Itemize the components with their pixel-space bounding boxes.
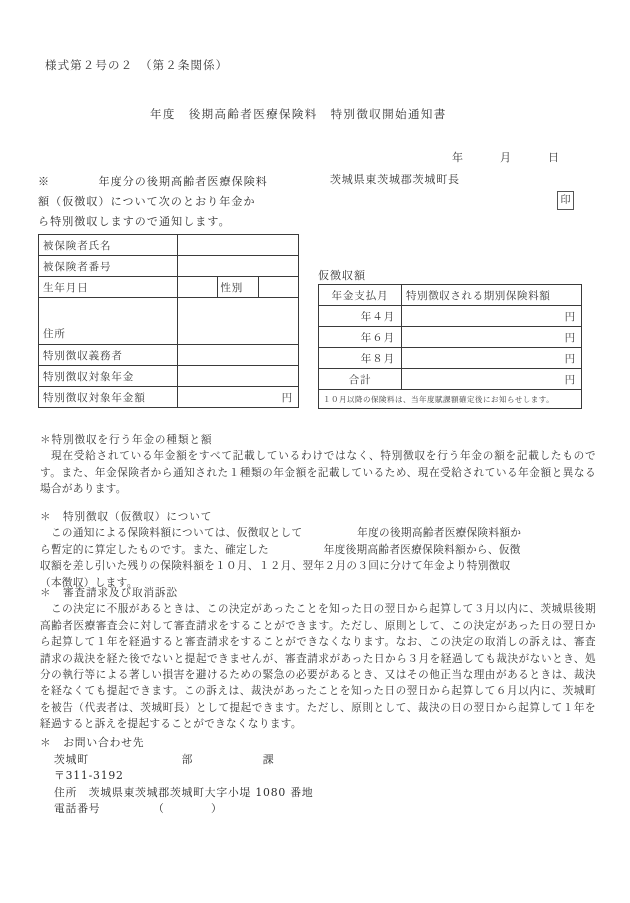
contact-phone: 電話番号 （ ）	[54, 802, 223, 815]
row-label-target-amount: 特別徴収対象年金額	[39, 387, 178, 408]
row-label-birthdate: 生年月日	[39, 277, 178, 298]
note-heading-provisional: ＊ 特別徴収（仮徴収）について	[40, 511, 213, 523]
intro-line-3: ら特別徴収しますので通知します。	[38, 215, 231, 228]
provisional-levy-note: １０月以降の保険料は、当年度賦課額確定後にお知らせします。	[319, 390, 582, 409]
table-row	[39, 366, 299, 387]
table-header-row	[319, 285, 582, 306]
table-row	[319, 327, 582, 348]
insured-person-table	[38, 234, 299, 408]
row-label-address: 住所	[39, 298, 178, 345]
provisional-levy-heading: 仮徴収額	[318, 269, 366, 282]
note-body-appeal: この決定に不服があるときは、この決定があったことを知った日の翌日から起算して３月以内に、茨城県後期高齢者医療審査会に対して審査請求をすることができます。ただし、原則として、この決定があった日の翌日から起算して１年を経過すると審査請求をすることができなくなります。なお、この決定の取消しの訴えは、審査請求の裁決を経た後でないと提起できませんが、審査請求があった日から３月を経過しても裁決がないとき、処分の執行等による著しい損害を避けるための緊急の必要があるとき、又はその他正当な理由があるときは、裁決を経なくても提起できます。この訴えは、裁決があったことを知った日の翌日から起算して６月以内に、茨城町を被告（代表者は、茨城町長）として提起できます。ただし、原則として、裁決の日の翌日から起算して１年を経過すると訴えを提起することができなくなります。	[40, 603, 596, 731]
row-label-sex: 性別	[218, 277, 258, 298]
table-row	[39, 345, 299, 366]
issuer-name: 茨城県東茨城郡茨城町長	[330, 173, 460, 186]
intro-line-2: 額（仮徴収）について次のとおり年金か	[38, 195, 256, 208]
row-month-total: 合計	[319, 369, 402, 390]
table-row	[319, 306, 582, 327]
row-month-april: 年４月	[319, 306, 402, 327]
contact-address: 住所 茨城県東茨城郡茨城町大字小堤 1080 番地	[54, 785, 314, 799]
row-label-name: 被保険者氏名	[39, 235, 178, 256]
row-label-target-pension: 特別徴収対象年金	[39, 366, 178, 387]
seal-box: 印	[557, 191, 574, 210]
row-amount-april[interactable]: 円	[402, 306, 582, 327]
column-header-amount: 特別徴収される期別保険料額	[402, 285, 582, 306]
note-body-provisional-line-1: この通知による保険料額については、仮徴収として 年度の後期高齢者医療保険料額か	[40, 527, 522, 540]
row-value-name[interactable]	[178, 235, 299, 256]
row-value-collector[interactable]	[178, 345, 299, 366]
row-amount-total[interactable]: 円	[402, 369, 582, 390]
table-footnote-row	[319, 390, 582, 409]
note-body-provisional-line-3: 収額を差し引いた残りの保険料額を１０月、１２月、翌年２月の３回に分けて年金より特別徴収	[40, 560, 511, 573]
table-row	[319, 348, 582, 369]
table-row	[39, 387, 299, 408]
note-section-provisional	[40, 509, 596, 591]
note-body-provisional-line-4: （本徴収）します。	[40, 576, 138, 589]
note-section-appeal	[40, 585, 596, 733]
note-section-pension-kind	[40, 432, 596, 498]
row-value-birthdate[interactable]	[178, 277, 218, 298]
note-heading-appeal: ＊ 審査請求及び取消訴訟	[40, 587, 178, 599]
row-amount-june[interactable]: 円	[402, 327, 582, 348]
row-label-number: 被保険者番号	[39, 256, 178, 277]
contact-block	[40, 735, 313, 818]
row-value-address[interactable]	[178, 298, 299, 345]
intro-block	[38, 172, 308, 232]
table-row	[39, 235, 299, 256]
row-label-collector: 特別徴収義務者	[39, 345, 178, 366]
row-value-target-pension[interactable]	[178, 366, 299, 387]
date-line: 年 月 日	[452, 151, 560, 164]
intro-line-1: ※ 年度分の後期高齢者医療保険料	[38, 175, 268, 188]
note-body-provisional-line-2: ら暫定的に算定したものです。また、確定した 年度後期高齢者医療保険料額から、仮徴	[40, 543, 521, 556]
row-value-sex[interactable]	[258, 277, 298, 298]
contact-postal-code: 〒311-3192	[54, 769, 124, 782]
table-row	[39, 277, 299, 298]
page-title: 年度 後期高齢者医療保険料 特別徴収開始通知書	[150, 107, 447, 121]
column-header-month: 年金支払月	[319, 285, 402, 306]
table-row	[319, 369, 582, 390]
row-amount-august[interactable]: 円	[402, 348, 582, 369]
contact-heading: ＊ お問い合わせ先	[40, 736, 145, 749]
contact-department: 茨城町 部 課	[54, 752, 275, 766]
table-row	[39, 298, 299, 345]
note-body-pension-kind: 現在受給されている年金額をすべて記載しているわけではなく、特別徴収を行う年金の額を記載したものです。また、年金保険者から通知された１種類の年金額を記載しているため、現在受給されている年金額と異なる場合があります。	[40, 450, 596, 496]
row-value-target-amount[interactable]: 円	[178, 387, 299, 408]
row-month-august: 年８月	[319, 348, 402, 369]
row-value-number[interactable]	[178, 256, 299, 277]
note-heading-pension-kind: ＊特別徴収を行う年金の種類と額	[40, 434, 213, 446]
table-row	[39, 256, 299, 277]
row-month-june: 年６月	[319, 327, 402, 348]
provisional-levy-table	[318, 284, 582, 409]
form-number: 様式第２号の２ （第２条関係）	[45, 58, 229, 72]
